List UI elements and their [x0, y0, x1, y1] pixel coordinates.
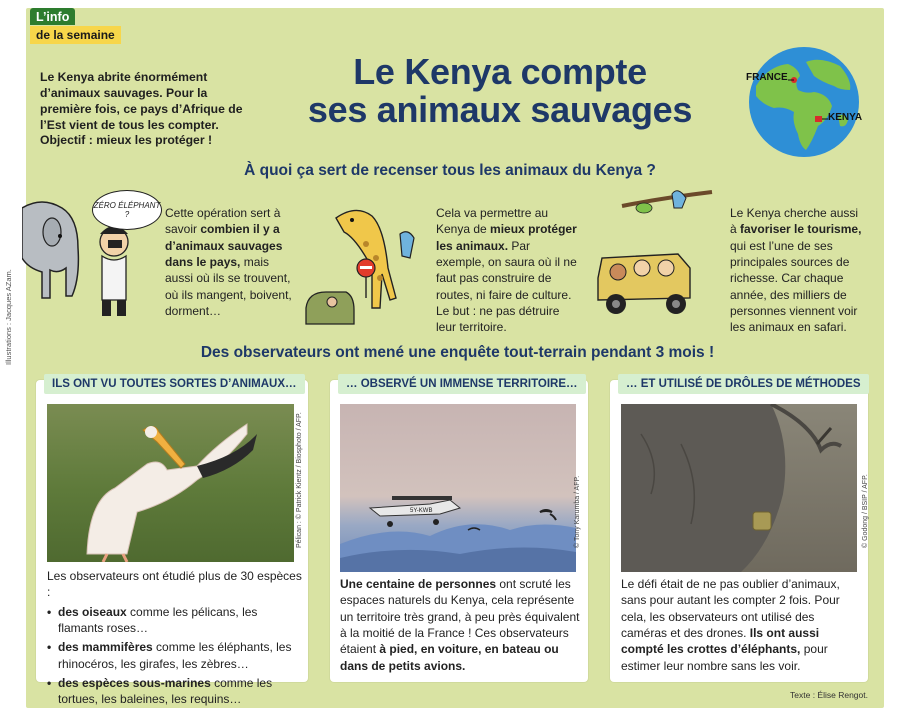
- text-credit: Texte : Élise Rengot.: [790, 690, 868, 700]
- elephant-image: [621, 404, 857, 572]
- species-list: [47, 604, 305, 708]
- list-item: • des espèces sous-marines comme les tortues, les baleines, les requins…: [47, 675, 305, 708]
- kenya-marker: [815, 116, 822, 122]
- section1-question: À quoi ça sert de recenser tous les animaux du Kenya ?: [244, 162, 656, 179]
- pelican-credit: Pélican : © Patrick Kientz / Biosphoto / AFP.: [296, 412, 303, 548]
- list-item: • des oiseaux comme les pélicans, les flamants roses…: [47, 604, 305, 637]
- france-label: FRANCE: [746, 72, 788, 83]
- giraffe-car-illustration: [296, 198, 436, 338]
- card-methods-text: Le défi était de ne pas oublier d’animaux, sans pour autant les compter 2 fois. Pour cela, les observateurs ont utilisé des caméras et des drones. Ils ont aussi compté les crottes d’éléphants, pour estimer leur nombre sans les voir.: [621, 577, 840, 673]
- card-animals-text: [47, 568, 305, 708]
- plane-registration: 5Y-KWB: [410, 508, 433, 514]
- plane-photo: [340, 404, 576, 572]
- pelican-image: [47, 404, 294, 562]
- card-animals-intro: Les observateurs ont étudié plus de 30 espèces :: [47, 569, 302, 600]
- title-line1: Le Kenya compte: [353, 51, 647, 92]
- giraffe-icon: [296, 198, 436, 338]
- pelican-photo: [47, 404, 294, 562]
- illustrations-credit: Illustrations : Jacques AZam.: [4, 269, 13, 365]
- card-animals: [36, 378, 308, 707]
- elephant-photo: [621, 404, 857, 572]
- section1-col2: Cela va permettre au Kenya de mieux protéger les animaux. Par exemple, on saura où il ne faut pas construire de routes, ni faire de culture. Le but : ne pas détruire leur territoire.: [436, 206, 577, 335]
- speech-bubble: ZÉRO ÉLÉPHANT ?: [92, 190, 162, 230]
- safari-car-illustration: [582, 188, 722, 328]
- list-item: • des mammifères comme les éléphants, les rhinocéros, les girafes, les zèbres…: [47, 639, 305, 672]
- card-animals-header: ILS ONT VU TOUTES SORTES D’ANIMAUX…: [44, 374, 305, 394]
- badge-line1: L’info: [30, 8, 75, 25]
- elephant-observer-illustration: [22, 188, 162, 328]
- plane-credit: © Tony Karumba / AFP.: [574, 475, 581, 548]
- card-territory-text: Une centaine de personnes ont scruté les espaces naturels du Kenya, cela représente un territoire très grand, à peu près équivalent à la moitié de la France ! Ces observateurs étaient à pied, en voiture, en bateau ou dans de petits avions.: [340, 577, 580, 673]
- globe-icon: [748, 46, 863, 158]
- page-title: [270, 53, 730, 129]
- section2-heading: Des observateurs ont mené une enquête tout-terrain pendant 3 mois !: [200, 344, 715, 361]
- intro-text: Le Kenya abrite énormément d’animaux sauvages. Pour la première fois, ce pays d’Afrique de l’Est vient de tous les compter. Objectif : mieux les protéger !: [40, 70, 243, 148]
- elephant-credit: © Godong / BSIP / AFP.: [862, 474, 869, 548]
- card-territory-header: … OBSERVÉ UN IMMENSE TERRITOIRE…: [338, 374, 586, 394]
- safari-car-icon: [582, 188, 722, 328]
- section1-col1: Cette opération sert à savoir combien il y a d’animaux sauvages dans le pays, mais aussi où ils se trouvent, où ils mangent, boivent, dorment…: [165, 206, 292, 318]
- title-line2: ses animaux sauvages: [307, 88, 693, 130]
- card-methods-header: … ET UTILISÉ DE DRÔLES DE MÉTHODES: [618, 374, 869, 394]
- badge-line2: de la semaine: [30, 26, 121, 44]
- card-methods: [610, 380, 868, 682]
- section1-col3: Le Kenya cherche aussi à favoriser le tourisme, qui est l’une de ses principales sources de richesse. Car chaque année, des milliers de personnes viennent voir les animaux en safari.: [730, 206, 862, 335]
- kenya-label: KENYA: [828, 112, 863, 123]
- info-badge: [30, 8, 121, 44]
- world-globe-map: [746, 46, 863, 158]
- card-territory: [330, 380, 588, 682]
- plane-image: [340, 404, 576, 572]
